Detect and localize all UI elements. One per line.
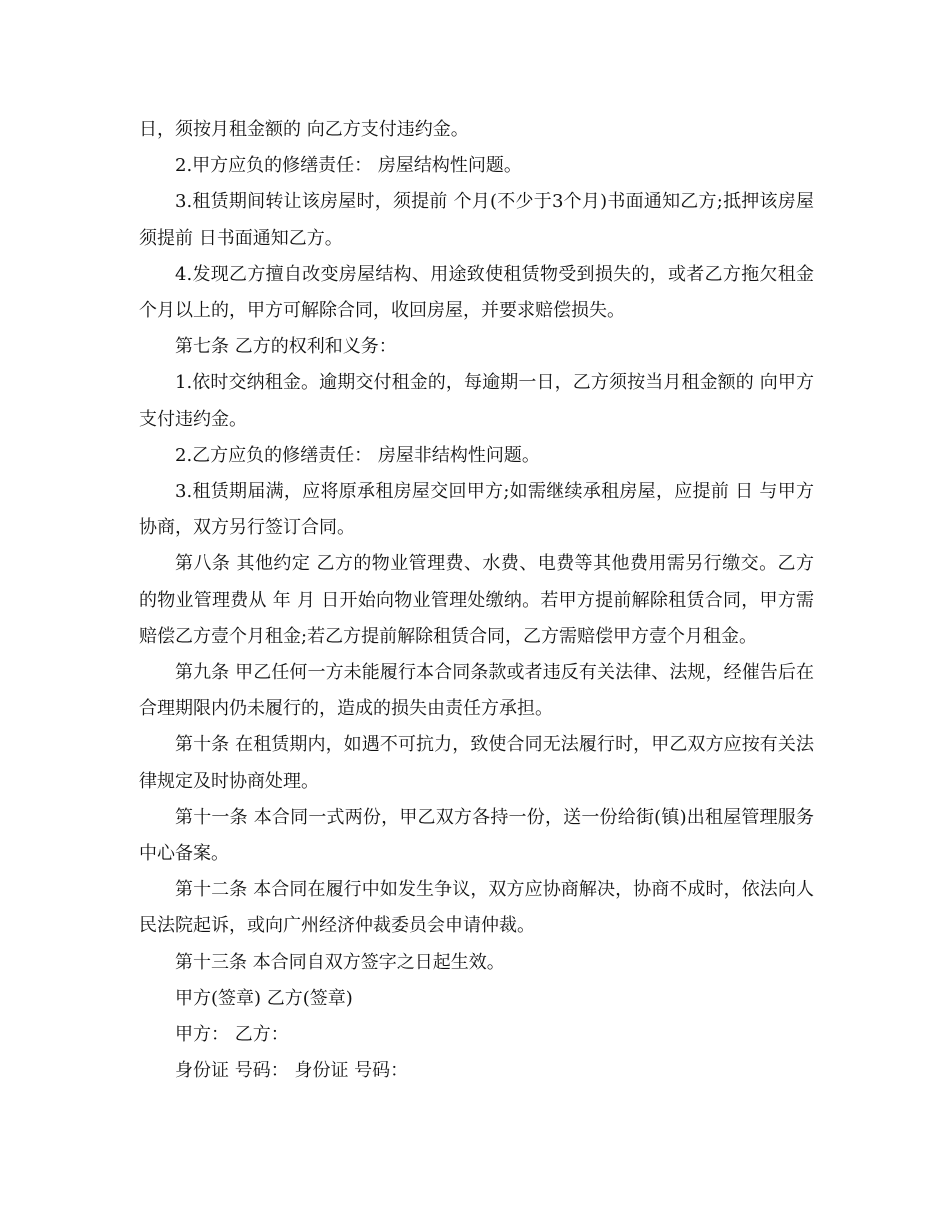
article-10-force-majeure: 第十条 在租赁期内，如遇不可抗力，致使合同无法履行时，甲乙双方应按有关法律规定及时协商处理。 [139, 734, 814, 792]
signature-line-id-numbers: 身份证 号码： 身份证 号码： [175, 1060, 409, 1082]
paragraph-termination-clause: 4.发现乙方擅自改变房屋结构、用途致使租赁物受到损失的，或者乙方拖欠租金 个月以上的，甲方可解除合同，收回房屋，并要求赔偿损失。 [139, 263, 820, 322]
article-12-disputes: 第十二条 本合同在履行中如发生争议，双方应协商解决，协商不成时，依法向人民法院起诉，或向广州经济仲裁委员会申请仲裁。 [139, 879, 814, 937]
signature-line-seals: 甲方(签章) 乙方(签章) [175, 987, 353, 1009]
paragraph-lease-expiry: 3.租赁期届满，应将原承租房屋交回甲方;如需继续承租房屋，应提前 日 与甲方协商，双方另行签订合同。 [139, 481, 814, 539]
article-11-copies: 第十一条 本合同一式两份，甲乙双方各持一份，送一份给街(镇)出租屋管理服务中心备案。 [139, 806, 814, 865]
paragraph-rent-payment: 1.依时交纳租金。逾期交付租金的，每逾期一日，乙方须按当月租金额的 向甲方支付违约金。 [139, 372, 814, 430]
article-7-heading: 第七条 乙方的权利和义务： [175, 336, 397, 358]
article-8-other-terms: 第八条 其他约定 乙方的物业管理费、水费、电费等其他费用需另行缴交。乙方的物业管理费从 年 月 日开始向物业管理处缴纳。若甲方提前解除租赁合同，甲方需赔偿乙方壹个月租金;若乙方提前解除租赁合同，乙方需赔偿甲方壹个月租金。 [139, 553, 814, 647]
paragraph-transfer-notice: 3.租赁期间转让该房屋时，须提前 个月(不少于3个月)书面通知乙方;抵押该房屋须提前 日书面通知乙方。 [139, 191, 814, 249]
paragraph-penalty-continuation: 日，须按月租金额的 向乙方支付违约金。 [139, 119, 469, 140]
signature-line-parties: 甲方： 乙方： [175, 1024, 289, 1046]
paragraph-tenant-repair-duty: 2.乙方应负的修缮责任： 房屋非结构性问题。 [175, 444, 540, 466]
document-body [139, 112, 820, 1089]
paragraph-landlord-repair-duty: 2.甲方应负的修缮责任： 房屋结构性问题。 [175, 155, 522, 177]
article-9-breach: 第九条 甲乙任何一方未能履行本合同条款或者违反有关法律、法规，经催告后在合理期限内仍未履行的，造成的损失由责任方承担。 [139, 662, 814, 720]
article-13-effective: 第十三条 本合同自双方签字之日起生效。 [175, 951, 505, 973]
